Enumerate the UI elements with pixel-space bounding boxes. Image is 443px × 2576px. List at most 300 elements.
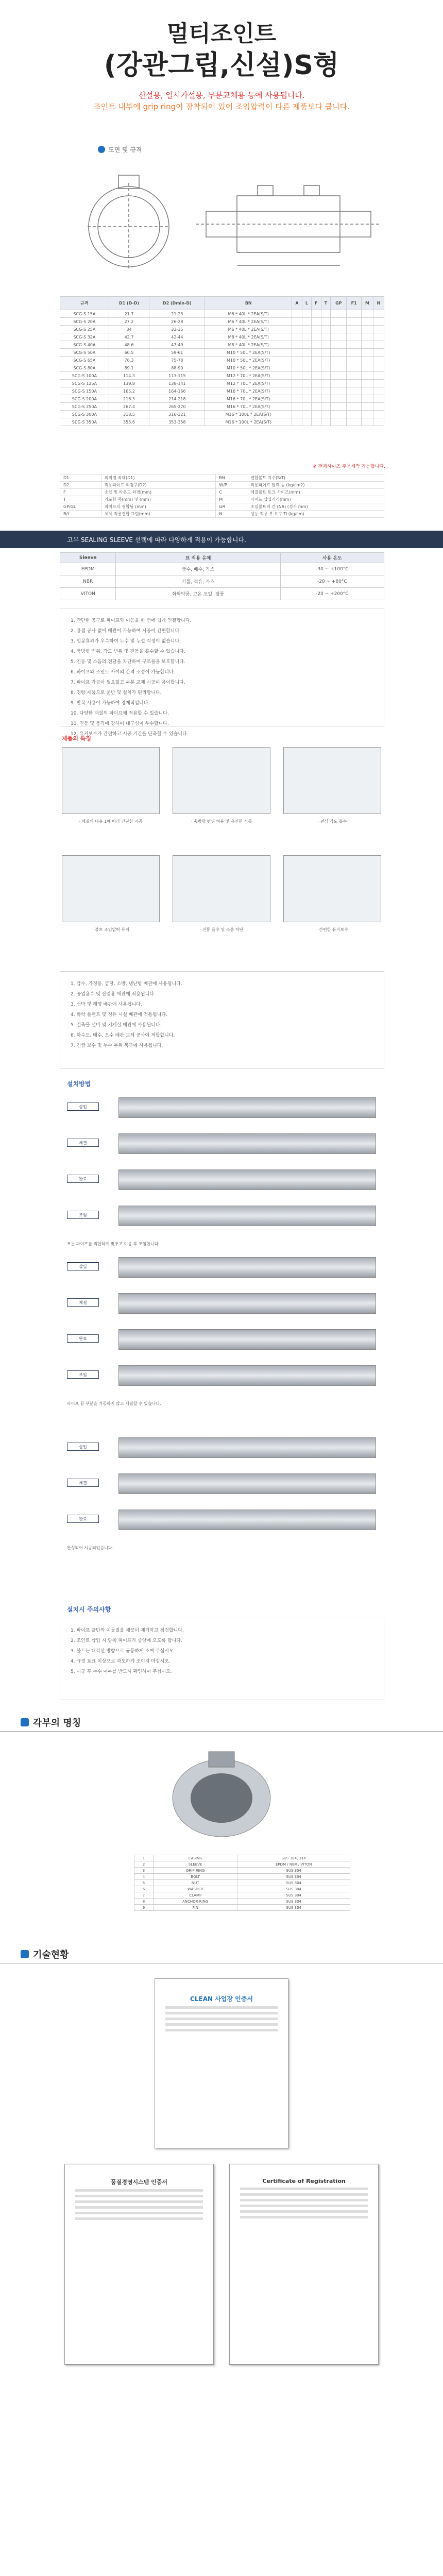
legend-row [60,496,384,503]
step-label: 조임 [67,1370,99,1379]
table-cell: 318.5 [109,411,149,418]
table-cell: 기름, 석유, 가스 [116,575,280,588]
table-cell: CASING [154,1855,237,1861]
table-cell [311,380,321,387]
table-cell: 1 [134,1855,154,1861]
table-cell [347,403,362,411]
parts-table [134,1855,350,1911]
table-row [134,1892,350,1899]
col-header: D2 (Dmin-D) [149,297,205,310]
table-row [134,1880,350,1886]
table-cell [292,349,302,357]
legend-cell: F [60,489,101,496]
sealing-banner-text: 고무 SEALING SLEEVE 선택에 따라 다양하게 적용이 가능합니다. [67,536,246,544]
table-cell: BOLT [154,1874,237,1880]
table-cell: VITON [60,588,116,600]
table-cell [311,387,321,395]
spec-note: ※ 전체사이즈 주문제작 가능합니다. [313,464,385,469]
table-cell: GRIP RING [154,1868,237,1874]
table-cell [302,372,311,380]
table-cell [347,395,362,403]
table-cell: 42.7 [109,333,149,341]
table-row [60,588,384,600]
pipe-diagram [118,1365,376,1386]
pipe-diagram [118,1473,376,1494]
table-cell [373,310,384,318]
table-cell: 267.4 [109,403,149,411]
table-cell: SCG-S 20A [60,318,109,326]
table-cell [347,357,362,364]
page-title: 멀티조인트 [166,21,277,47]
step-label: 체결 [67,1139,99,1147]
table-cell: 4 [134,1874,154,1880]
table-cell [311,310,321,318]
table-cell [311,418,321,426]
header-line-1: 신설용, 일시가설용, 부분교체용 등에 사용됩니다. [138,91,305,100]
table-cell: SUS 304 [237,1905,350,1911]
col-header: GP [331,297,347,310]
table-cell [321,372,331,380]
tech-section-head [21,1947,69,1961]
table-cell [302,310,311,318]
table-cell [373,364,384,372]
table-cell: 60.5 [109,349,149,357]
table-cell [321,326,331,333]
table-cell [321,380,331,387]
table-cell [373,387,384,395]
table-cell: 6 [134,1886,154,1892]
col-header: L [302,297,311,310]
header [0,0,443,134]
table-cell [302,380,311,387]
table-cell: 급수, 배수, 가스 [116,563,280,575]
table-cell: 47-49 [149,341,205,349]
legend-cell: 체제 적용결합 그립(mm) [101,511,216,518]
table-cell [302,387,311,395]
legend-cell: 체결볼트 토크 사이즈(mm) [247,489,384,496]
table-cell [331,349,347,357]
table-cell [321,349,331,357]
table-cell: SUS 304 [237,1868,350,1874]
effect-caption: · 체결의 내용 1에 따라 간단한 시공 [79,819,143,824]
table-cell [321,387,331,395]
legend-cell: 성능 적용 부 요구 Ti (kg/cm) [247,511,384,518]
table-cell: M10 * 50L * 2EA(S/T) [205,349,292,357]
col-header: F1 [347,297,362,310]
table-cell: SCG-S 100A [60,372,109,380]
table-cell [292,326,302,333]
table-cell: 7 [134,1892,154,1899]
table-cell [321,411,331,418]
header-description [0,90,443,112]
table-cell [302,411,311,418]
caution-box [60,1618,384,1700]
table-cell: EPDM / NBR / VITON [237,1861,350,1868]
table-cell: 34 [109,326,149,333]
table-cell [361,403,373,411]
list-item: 3. 선박 및 해양 배관에 사용됩니다. [71,1002,142,1007]
table-cell [302,364,311,372]
table-cell [347,326,362,333]
table-cell [331,333,347,341]
table-cell [302,403,311,411]
table-cell [373,357,384,364]
table-cell [331,411,347,418]
list-item: 4. 화학 플랜트 및 정유 시설 배관에 적용됩니다. [71,1012,167,1018]
table-row [134,1868,350,1874]
table-cell: 2 [134,1861,154,1868]
spec-table [60,296,384,426]
table-cell: 76.3 [109,357,149,364]
list-item: 9. 반복 사용이 가능하여 경제적입니다. [71,701,150,706]
table-cell [373,333,384,341]
table-cell: SCG-S 200A [60,395,109,403]
table-cell [292,310,302,318]
legend-row [60,474,384,482]
table-cell [347,349,362,357]
table-cell [292,341,302,349]
table-row [60,318,384,326]
table-cell [373,395,384,403]
table-cell [311,403,321,411]
usage-box [60,971,384,1069]
table-cell: M16 * 70L * 2EA(S/T) [205,387,292,395]
pipe-diagram [118,1257,376,1278]
table-cell: M12 * 70L * 2EA(S/T) [205,372,292,380]
table-cell: WASHER [154,1886,237,1892]
table-row [60,349,384,357]
pipe-diagram [118,1097,376,1118]
table-row [60,326,384,333]
table-cell [311,364,321,372]
table-cell: 216.3 [109,395,149,403]
table-cell [373,380,384,387]
caution-label: 설치시 주의사항 [67,1606,111,1613]
table-cell [292,418,302,426]
list-item: 6. 파이프와 조인트 사이의 간격 조정이 가능합니다. [71,670,175,675]
table-row [60,575,384,588]
table-cell [347,318,362,326]
table-cell: SCG-S 65A [60,357,109,364]
table-cell [302,318,311,326]
step-label: 삽입 [67,1103,99,1111]
col-header: N [373,297,384,310]
parts-product-image [155,1741,288,1844]
table-cell [331,372,347,380]
col-header: F [311,297,321,310]
effect-caption: · 축방향 변위 허용 및 유연한 시공 [191,819,252,824]
table-cell [321,403,331,411]
table-row [60,364,384,372]
pipe-diagram [118,1293,376,1314]
table-cell: 화학약품, 고온 오일, 열풍 [116,588,280,600]
table-cell [331,403,347,411]
table-row [60,387,384,395]
table-cell [292,403,302,411]
table-cell [373,403,384,411]
table-cell [311,333,321,341]
table-cell: 3 [134,1868,154,1874]
legend-cell: GR [216,503,247,511]
table-cell [321,333,331,341]
table-cell: PIN [154,1905,237,1911]
table-cell: M16 * 100L * 2EA(S/T) [205,418,292,426]
list-item: 1. 파이프 끝단의 이물질을 깨끗이 제거하고 점검합니다. [71,1628,184,1633]
table-cell [331,395,347,403]
install-label: 설치방법 [67,1080,91,1088]
table-cell: 165.2 [109,387,149,395]
step-label: 삽입 [67,1443,99,1451]
table-cell [302,326,311,333]
install-caption: 파이프 끝 부분을 가공하지 않고 체결할 수 있습니다. [67,1401,161,1406]
list-item: 1. 간단한 공구로 파이프와 이음을 한 번에 쉽게 연결합니다. [71,618,192,623]
table-cell: 214-218 [149,395,205,403]
table-cell: M6 * 40L * 2EA(S/T) [205,318,292,326]
table-cell [361,341,373,349]
tech-title: 기술현황 [33,1950,69,1960]
table-cell [311,395,321,403]
table-cell [311,326,321,333]
list-item: 6. 하수도, 배수, 오수 배관 교체 공사에 적합합니다. [71,1033,175,1038]
table-cell: M16 * 70L * 2EA(S/T) [205,403,292,411]
table-cell [331,387,347,395]
pipe-diagram [118,1510,376,1530]
effects-label: 제품의 특징 [62,735,91,742]
table-cell: 5 [134,1880,154,1886]
table-cell [373,341,384,349]
table-cell [347,364,362,372]
effect-caption: · 편심 각도 흡수 [317,819,347,824]
table-cell: 48.6 [109,341,149,349]
table-cell [321,341,331,349]
table-cell [347,310,362,318]
table-cell: 9 [134,1905,154,1911]
table-row [60,411,384,418]
legend-cell: C [216,489,247,496]
list-item: 10. 다양한 재질의 파이프에 적용할 수 있습니다. [71,711,169,716]
legend-table [60,474,384,518]
parts-title: 각부의 명칭 [33,1718,81,1728]
table-cell: -20 ~ +80°C [280,575,384,588]
table-cell [292,318,302,326]
table-cell: SCG-S 150A [60,387,109,395]
table-row [134,1905,350,1911]
list-item: 2. 공업용수 및 산업용 배관에 적용됩니다. [71,992,156,997]
table-cell: M16 * 70L * 2EA(S/T) [205,395,292,403]
table-cell [331,318,347,326]
list-item: 2. 조인트 삽입 시 양쪽 파이프가 중앙에 오도록 합니다. [71,1638,182,1643]
table-cell [292,357,302,364]
step-label: 체결 [67,1479,99,1487]
table-cell [373,349,384,357]
table-cell [302,357,311,364]
col-header: 규격 [60,297,109,310]
pipe-diagram [118,1437,376,1458]
table-cell [292,395,302,403]
table-cell [331,364,347,372]
table-cell [302,341,311,349]
table-cell [292,364,302,372]
table-cell [321,395,331,403]
table-cell [361,418,373,426]
table-row [60,563,384,575]
table-cell [361,349,373,357]
legend-cell: 파이프 삽입거리(mm) [247,496,384,503]
step-label: 완료 [67,1515,99,1523]
table-cell [292,333,302,341]
table-cell: 316-321 [149,411,205,418]
table-cell: SCG-S 15A [60,310,109,318]
list-item: 4. 축방향 변위, 각도 변위 및 진동을 흡수할 수 있습니다. [71,649,185,654]
col-header: A [292,297,302,310]
table-row [60,403,384,411]
table-cell: SUS 304, 316 [237,1855,350,1861]
table-row [60,310,384,318]
table-cell [361,310,373,318]
table-row [134,1861,350,1868]
table-cell: 139.8 [109,380,149,387]
col-header: T [321,297,331,310]
install-caption: 모든 파이프를 적합하게 맞추고 이음 후 조임합니다. [67,1242,160,1246]
registration-certificate [229,2164,379,2365]
table-cell: M16 * 100L * 2EA(S/T) [205,411,292,418]
legend-cell: T [60,496,101,503]
step-label: 완료 [67,1334,99,1343]
table-cell [331,357,347,364]
table-row [134,1899,350,1905]
divider [0,1731,443,1732]
effect-illustration [173,747,270,814]
effect-illustration [62,855,160,922]
legend-cell: 적용파이프 압력 등 (kg/cm2) [247,482,384,489]
table-cell: -30 ~ +100°C [280,563,384,575]
table-row [134,1874,350,1880]
col-header: 사용 온도 [280,553,384,563]
header-line-2: 조인트 내부에 grip ring이 장착되어 있어 조임압력이 다른 제품보다 큽니다. [93,102,350,111]
table-cell [347,411,362,418]
table-cell: SCG-S 250A [60,403,109,411]
table-cell [321,418,331,426]
table-cell: EPDM [60,563,116,575]
list-item: 11. 진동 및 충격에 강하며 내구성이 우수합니다. [71,721,169,726]
table-cell [311,372,321,380]
table-row [60,418,384,426]
quality-certificate [64,2164,214,2365]
legend-cell: GP/GL [60,503,101,511]
table-cell: 21.7 [109,310,149,318]
table-row [134,1886,350,1892]
table-cell: SCG-S 40A [60,341,109,349]
legend-cell: N [216,511,247,518]
effect-illustration [283,855,381,922]
step-label: 완료 [67,1175,99,1183]
table-cell: 8 [134,1899,154,1905]
table-row [60,357,384,364]
cert-title: 품질경영시스템 인증서 [110,2179,168,2185]
table-row [134,1855,350,1861]
legend-row [60,511,384,518]
list-item: 3. 볼트는 대각선 방향으로 균등하게 조여 주십시오. [71,1649,175,1654]
table-cell [361,357,373,364]
legend-cell: 적용파이프 외경구(D2) [101,482,216,489]
table-cell: NUT [154,1880,237,1886]
list-item: 1. 급수, 가정용, 급탕, 소방, 냉난방 배관에 사용됩니다. [71,981,182,987]
table-cell [347,418,362,426]
step-label: 조임 [67,1211,99,1219]
table-cell [361,318,373,326]
section-icon [21,1950,29,1958]
cert-title: CLEAN 사업장 인증서 [190,1995,253,2003]
table-cell: 33-35 [149,326,205,333]
table-cell [373,372,384,380]
table-cell: SCG-S 25A [60,326,109,333]
table-cell [311,341,321,349]
install-caption: 완성되어 시공되었습니다. [67,1546,114,1550]
pipe-diagram [118,1329,376,1350]
table-cell: CLAMP [154,1892,237,1899]
table-cell [361,364,373,372]
table-cell [321,318,331,326]
col-header: 표 적용 유체 [116,553,280,563]
table-header-row [60,297,384,310]
table-cell [347,372,362,380]
legend-cell: 결합볼트 지수(S/T) [247,474,384,482]
bullet-icon [98,146,105,153]
table-cell: 59-61 [149,349,205,357]
list-item: 12. 유지보수가 간편하고 시공 기간을 단축할 수 있습니다. [71,732,189,737]
effect-illustration [173,855,270,922]
table-cell [302,333,311,341]
list-item: 5. 건축물 설비 및 기계실 배관에 사용됩니다. [71,1023,162,1028]
table-cell: SCG-S 350A [60,418,109,426]
table-cell: 42-44 [149,333,205,341]
table-cell [361,333,373,341]
table-cell [331,310,347,318]
table-cell [302,418,311,426]
table-cell [373,411,384,418]
legend-row [60,482,384,489]
table-cell [361,411,373,418]
table-cell [361,395,373,403]
table-cell: 75-78 [149,357,205,364]
table-cell [311,318,321,326]
col-header: Sleeve [60,553,116,563]
col-header: BN [205,297,292,310]
table-cell: 21-23 [149,310,205,318]
table-row [60,341,384,349]
table-cell: M12 * 70L * 2EA(S/T) [205,380,292,387]
table-cell [302,349,311,357]
effect-illustration [283,747,381,814]
table-cell: 27.2 [109,318,149,326]
table-cell [361,387,373,395]
legend-cell: 파이프의 결합됨 (mm) [101,503,216,511]
section-drawing-label: 도면 및 규격 [108,146,142,154]
section-icon [21,1718,29,1726]
table-cell [292,372,302,380]
effect-caption: · 진동 흡수 및 소음 차단 [199,927,244,932]
col-header: M [361,297,373,310]
table-cell: SUS 304 [237,1874,350,1880]
sealing-banner [0,531,443,548]
legend-cell: B/I [60,511,101,518]
table-cell [311,411,321,418]
table-cell [292,380,302,387]
cert-title: Certificate of Registration [262,2178,346,2184]
table-cell [373,418,384,426]
table-cell: M10 * 50L * 2EA(S/T) [205,357,292,364]
table-cell: 265-270 [149,403,205,411]
